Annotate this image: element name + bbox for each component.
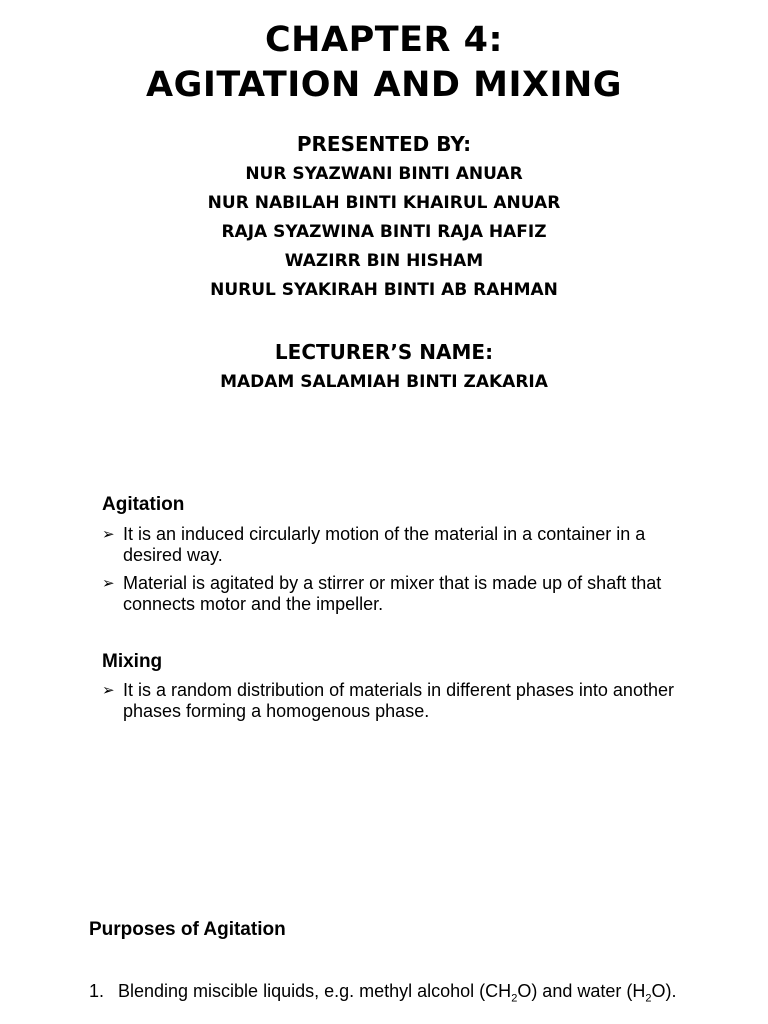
item-number: 1. bbox=[89, 981, 105, 1001]
presenter-name: NUR SYAZWANI BINTI ANUAR bbox=[245, 164, 523, 184]
purposes-heading: Purposes of Agitation bbox=[89, 919, 286, 940]
purposes-list bbox=[89, 980, 689, 1005]
chapter-subtitle: AGITATION AND MIXING bbox=[146, 65, 622, 105]
presenter-name: NURUL SYAKIRAH BINTI AB RAHMAN bbox=[210, 280, 558, 300]
arrow-bullet-icon: ➢ bbox=[102, 574, 115, 592]
presenter-list bbox=[0, 160, 768, 305]
lecturer-heading: LECTURER’S NAME: bbox=[274, 340, 494, 364]
arrow-bullet-icon: ➢ bbox=[102, 525, 115, 543]
mixing-bullet-list bbox=[102, 680, 682, 729]
arrow-bullet-icon: ➢ bbox=[102, 681, 115, 699]
lecturer-name: MADAM SALAMIAH BINTI ZAKARIA bbox=[220, 372, 548, 392]
list-item bbox=[102, 524, 682, 566]
item-text-part: Blending miscible liquids, e.g. methyl alcohol (CH bbox=[118, 981, 512, 1001]
presenter-name: NUR NABILAH BINTI KHAIRUL ANUAR bbox=[207, 193, 561, 213]
item-text-part: O). bbox=[651, 981, 677, 1001]
presented-by-heading: PRESENTED BY: bbox=[296, 132, 472, 156]
chapter-title: CHAPTER 4: bbox=[265, 20, 503, 60]
mixing-heading: Mixing bbox=[102, 651, 163, 672]
bullet-text: It is a random distribution of materials in different phases into another phases forming a homogenous phase. bbox=[123, 680, 674, 721]
presenter-name: WAZIRR BIN HISHAM bbox=[284, 251, 484, 271]
presenter-name: RAJA SYAZWINA BINTI RAJA HAFIZ bbox=[221, 222, 547, 242]
list-item bbox=[102, 680, 682, 722]
subscript: 2 bbox=[645, 992, 652, 1005]
agitation-bullet-list bbox=[102, 524, 682, 622]
list-item bbox=[102, 573, 682, 615]
subscript: 2 bbox=[511, 992, 518, 1005]
bullet-text: It is an induced circularly motion of the material in a container in a desired way. bbox=[123, 524, 646, 565]
list-item bbox=[89, 980, 689, 1005]
item-text-part: O) and water (H bbox=[517, 981, 646, 1001]
agitation-heading: Agitation bbox=[102, 494, 185, 515]
bullet-text: Material is agitated by a stirrer or mixer that is made up of shaft that connects motor and the impeller. bbox=[123, 573, 662, 614]
